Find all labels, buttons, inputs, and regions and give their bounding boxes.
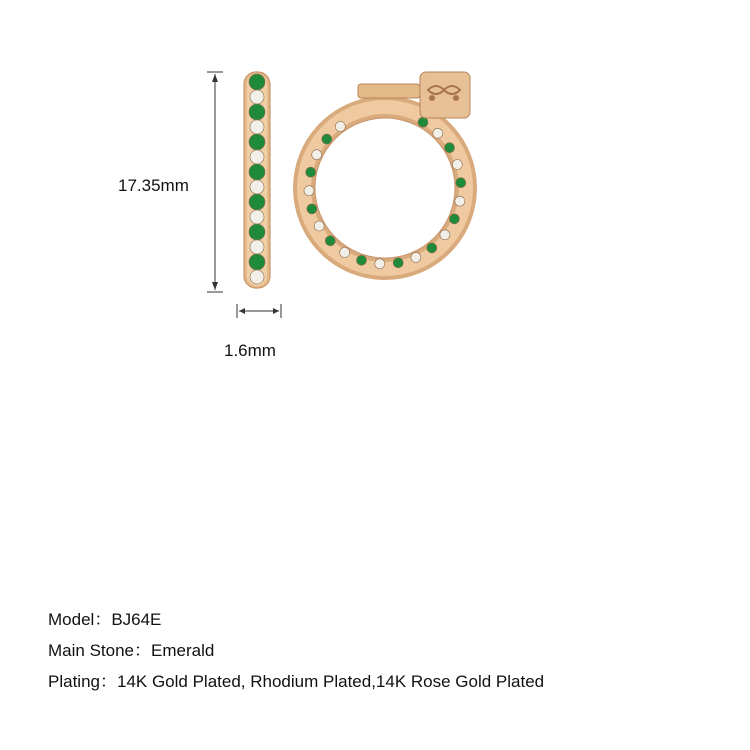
spec-value: BJ64E: [111, 610, 162, 629]
emerald-stone: [322, 134, 332, 144]
diamond-stone: [455, 196, 465, 206]
emerald-stone: [249, 134, 265, 150]
diamond-stone: [250, 210, 264, 224]
emerald-stone: [307, 204, 317, 214]
diamond-stone: [440, 230, 450, 240]
diamond-stone: [250, 180, 264, 194]
spec-row-plating: [48, 666, 544, 697]
height-dimension-label: 17.35mm: [118, 176, 189, 195]
diamond-stone: [250, 240, 264, 254]
emerald-stone: [325, 236, 335, 246]
spec-value: 14K Gold Plated, Rhodium Plated,14K Rose Gold Plated: [116, 672, 545, 691]
hoop-front-view: [304, 72, 470, 269]
diamond-stone: [304, 186, 314, 196]
emerald-stone: [445, 143, 455, 153]
emerald-stone: [249, 224, 265, 240]
spec-label: Plating: [48, 672, 100, 691]
emerald-stone: [249, 254, 265, 270]
emerald-stone: [249, 104, 265, 120]
emerald-stone: [393, 258, 403, 268]
emerald-stone: [249, 164, 265, 180]
width-dimension-label: 1.6mm: [224, 341, 276, 360]
width-dimension-line: [237, 304, 281, 318]
diamond-stone: [335, 122, 345, 132]
spec-label: Main Stone: [48, 641, 134, 660]
diamond-stone: [312, 150, 322, 160]
emerald-stone: [427, 243, 437, 253]
spec-label: Model: [48, 610, 95, 629]
emerald-stone: [357, 255, 367, 265]
diamond-stone: [250, 270, 264, 284]
diamond-stone: [250, 150, 264, 164]
emerald-stone: [449, 214, 459, 224]
spec-row-main-stone: [48, 635, 544, 666]
diamond-stone: [314, 221, 324, 231]
spec-separator: ：: [99, 672, 117, 691]
diamond-stone: [411, 252, 421, 262]
emerald-stone: [249, 74, 265, 90]
diamond-stone: [433, 128, 443, 138]
spec-list: [48, 604, 544, 697]
emerald-stone: [249, 194, 265, 210]
diamond-stone: [250, 90, 264, 104]
spec-separator: ：: [94, 610, 112, 629]
diamond-stone: [340, 248, 350, 258]
emerald-stone: [306, 167, 316, 177]
emerald-stone: [418, 117, 428, 127]
spec-row-model: [48, 604, 544, 635]
diamond-stone: [375, 259, 385, 269]
height-dimension-line: [207, 72, 223, 292]
spec-value: Emerald: [151, 641, 215, 660]
hoop-earring-illustration: [200, 60, 520, 320]
spec-separator: ：: [134, 641, 151, 660]
diamond-stone: [452, 160, 462, 170]
hoop-side-view: [244, 72, 270, 288]
diamond-stone: [250, 120, 264, 134]
emerald-stone: [456, 178, 466, 188]
